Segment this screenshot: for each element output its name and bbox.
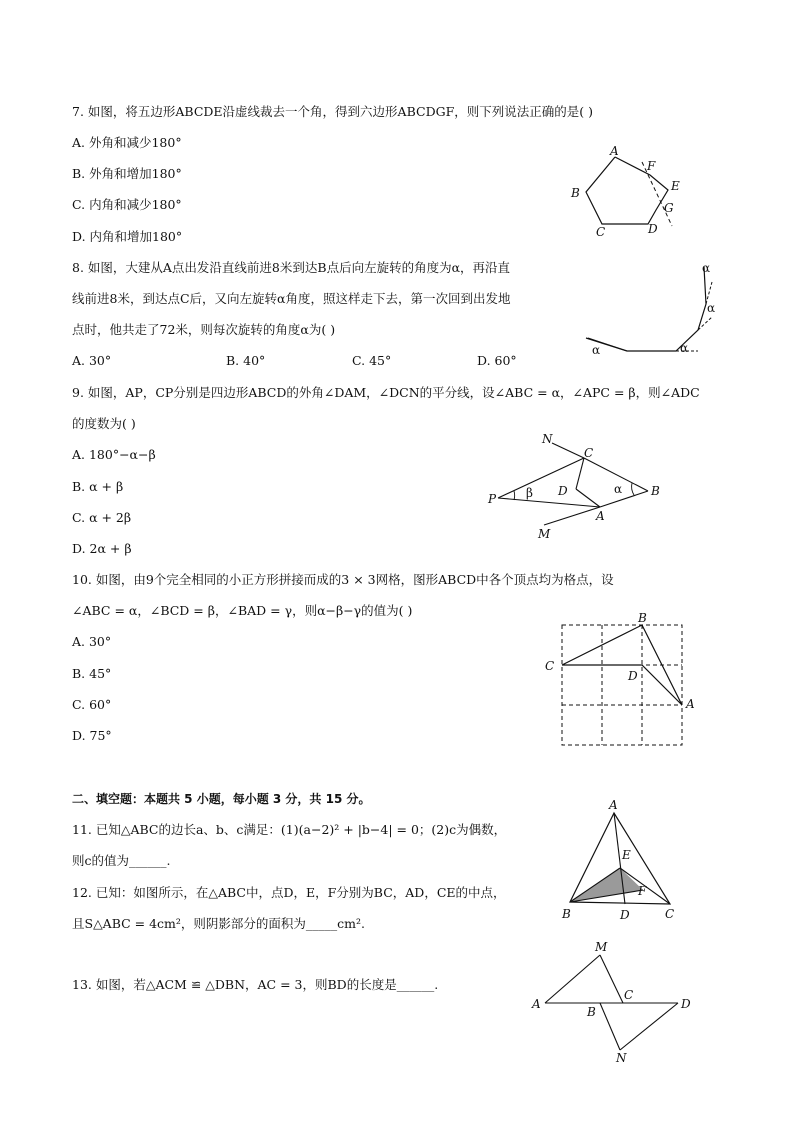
q7-option-d[interactable]: D. 内角和增加180° [72,229,183,244]
q9-option-d[interactable]: D. 2α + β [72,541,132,556]
q10-label-b: B [638,611,647,625]
q10-label-a: A [686,697,695,711]
q8-alpha-4: α [702,261,711,275]
q9-stem-line-2: 的度数为( ) [72,416,136,431]
q12-shaded-region [570,868,643,902]
q13-label-n: N [616,1051,627,1065]
q9-quadrilateral-figure [480,425,680,545]
q8-alpha-3: α [707,301,716,315]
q7-option-c[interactable]: C. 内角和减少180° [72,197,182,212]
q13-label-d: D [681,997,691,1011]
q8-option-c[interactable]: C. 45° [352,353,392,368]
q12-label-b: B [562,907,571,921]
q9-stem-line-1: 9. 如图，AP，CP分别是四边形ABCD的外角∠DAM，∠DCN的平分线，设∠ABC = α，∠APC = β，则∠ADC [72,385,700,400]
q9-bisector-ap [498,498,600,507]
q9-angle-alpha-arc [632,483,634,495]
q9-option-a[interactable]: A. 180°−α−β [72,447,156,462]
q7-label-e: E [671,179,680,193]
q8-path-figure [580,262,720,358]
q7-stem: 7. 如图，将五边形ABCDE沿虚线裁去一个角，得到六边形ABCDGF，则下列说法正确的是( ) [72,104,593,119]
q10-option-a[interactable]: A. 30° [72,634,112,649]
section-2-heading: 二、填空题：本题共 5 小题，每小题 3 分，共 15 分。 [72,792,371,806]
q8-alpha-1: α [592,343,601,357]
q9-label-p: P [488,492,497,506]
q7-label-c: C [596,225,606,239]
q10-grid-figure [540,610,710,750]
q9-label-a: A [596,509,605,523]
q7-option-b[interactable]: B. 外角和增加180° [72,166,182,181]
q7-label-b: B [571,186,580,200]
q13-stem: 13. 如图，若△ACM ≌ △DBN，AC = 3，则BD的长度是______. [72,977,439,992]
q13-side-dn [620,1003,678,1050]
q13-side-am [545,955,600,1003]
q9-label-d: D [558,484,568,498]
q8-option-d[interactable]: D. 60° [477,353,517,368]
q12-label-f: F [638,884,647,898]
q9-bisector-cp [498,458,584,498]
q7-label-a: A [610,144,619,158]
q8-walk-path [586,267,706,351]
q9-label-alpha: α [614,482,623,496]
q11-stem-line-1: 11. 已知△ABC的边长a、b、c满足：(1)(a−2)² + |b−4| = 0；(2)c为偶数， [72,822,507,837]
q7-pentagon-figure [560,140,690,240]
q8-alpha-2: α [680,341,689,355]
q9-label-b: B [651,484,660,498]
q8-option-a[interactable]: A. 30° [72,353,112,368]
q13-label-c: C [624,988,634,1002]
q9-label-beta: β [526,486,533,500]
q13-label-b: B [587,1005,596,1019]
q8-stem-line-3: 点时，他共走了72米，则每次旋转的角度α为( ) [72,322,336,337]
q8-stem-line-1: 8. 如图，大建从A点出发沿直线前进8米到达B点后向左旋转的角度为α，再沿直 [72,260,511,275]
q10-label-d: D [628,669,638,683]
q10-stem-line-2: ∠ABC = α，∠BCD = β，∠BAD = γ，则α−β−γ的值为( ) [72,603,413,618]
q11-stem-line-2: 则c的值为______. [72,853,171,868]
q9-ray-n [552,443,584,458]
q12-label-c: C [665,907,675,921]
q9-option-c[interactable]: C. α + 2β [72,510,132,525]
q13-side-mc [600,955,623,1003]
q9-angle-beta-arc [514,491,515,500]
q10-option-c[interactable]: C. 60° [72,697,112,712]
q12-triangle-figure [558,795,688,925]
q12-label-a: A [609,798,618,812]
q9-option-b[interactable]: B. α + β [72,479,124,494]
q9-side-ba [600,491,648,507]
q10-stem-line-1: 10. 如图，由9个完全相同的小正方形拼接而成的3 × 3网格，图形ABCD中各个顶点均为格点，设 [72,572,614,587]
q8-stem-line-2: 线前进8米，到达点C后，又向左旋转α角度，照这样走下去，第一次回到出发地 [72,291,511,306]
q12-stem-line-1: 12. 已知：如图所示，在△ABC中，点D，E，F分别为BC，AD，CE的中点， [72,885,506,900]
q9-side-da [576,489,600,507]
q10-label-c: C [545,659,555,673]
q13-label-a: A [532,997,541,1011]
q13-label-m: M [595,940,608,954]
q9-side-cd [576,458,584,489]
q7-option-a[interactable]: A. 外角和减少180° [72,135,182,150]
q10-option-b[interactable]: B. 45° [72,666,112,681]
q13-congruent-figure [525,940,705,1065]
q9-label-m: M [538,527,551,541]
q7-label-f: F [647,159,656,173]
q10-option-d[interactable]: D. 75° [72,728,112,743]
q9-label-n: N [542,432,553,446]
q7-label-g: G [664,201,674,215]
q12-label-d: D [620,908,630,922]
q7-label-d: D [648,222,658,236]
q9-ray-m [544,507,600,525]
q12-stem-line-2: 且S△ABC = 4cm²，则阴影部分的面积为_____cm². [72,916,366,931]
q9-label-c: C [584,446,594,460]
q13-side-nb [600,1003,620,1050]
q8-option-b[interactable]: B. 40° [226,353,266,368]
q10-grid [562,625,682,745]
q12-label-e: E [622,848,631,862]
